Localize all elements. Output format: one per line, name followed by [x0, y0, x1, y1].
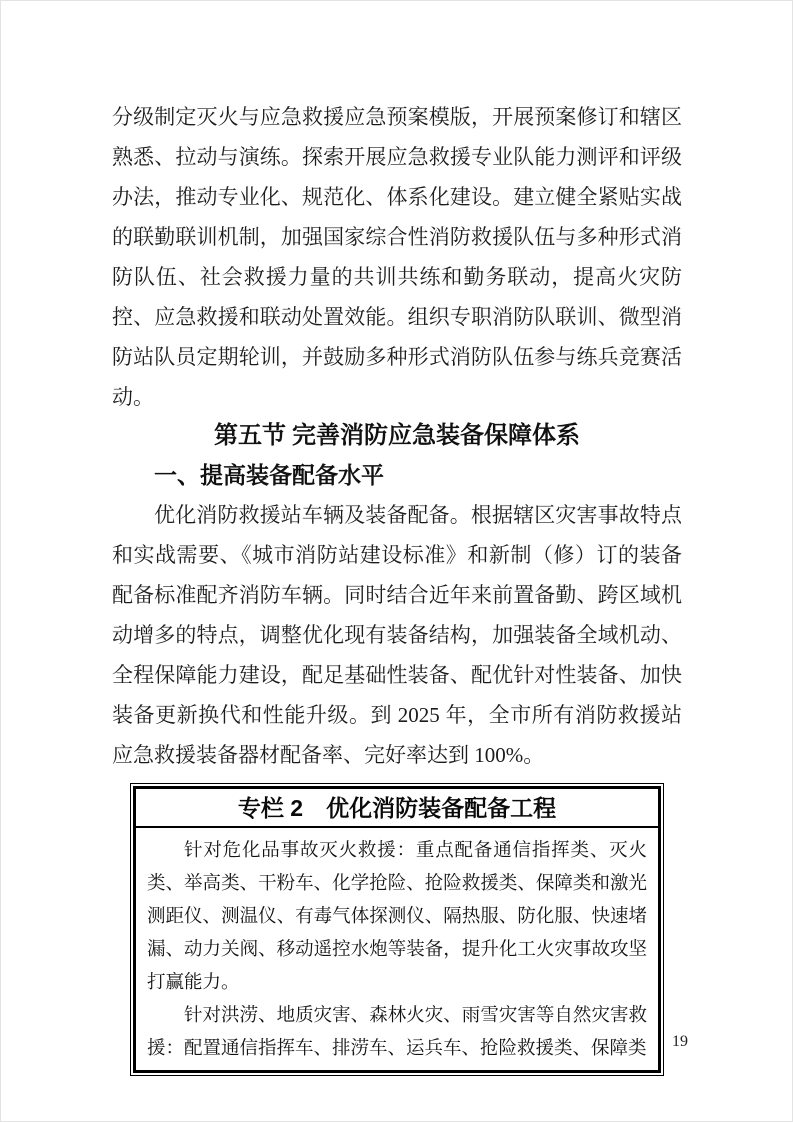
callout-box — [130, 783, 664, 1076]
body-paragraph-equipment: 优化消防救援站车辆及装备配备。根据辖区灾害事故特点和实战需要、《城市消防站建设标准》和新制（修）订的装备配备标准配齐消防车辆。同时结合近年来前置备勤、跨区域机动增多的特点，调整优化现有装备结构，加强装备全域机动、全程保障能力建设，配足基础性装备、配优针对性装备、加快装备更新换代和性能升级。到 2025 年，全市所有消防救援站应急救援装备器材配备率、完好率达到 100%。 — [112, 503, 682, 767]
callout-box-title: 专栏 2 优化消防装备配备工程 — [136, 789, 658, 828]
body-paragraph-continuation: 分级制定灭火与应急救援应急预案模版，开展预案修订和辖区熟悉、拉动与演练。探索开展应急救援专业队能力测评和评级办法，推动专业化、规范化、体系化建设。建立健全紧贴实战的联勤联训机制，加强国家综合性消防救援队伍与多种形式消防队伍、社会救援力量的共训共练和勤务联动，提高火灾防控、应急救援和联动处置效能。组织专职消防队联训、微型消防站队员定期轮训，并鼓励多种形式消防队伍参与练兵竞赛活动。 — [112, 105, 682, 409]
callout-box-inner-border — [133, 786, 661, 1073]
page-number: 19 — [672, 1033, 688, 1050]
section-heading: 第五节 完善消防应急装备保障体系 — [214, 423, 580, 449]
callout-box-body — [136, 828, 658, 1070]
subsection-heading: 一、提高装备配备水平 — [154, 462, 384, 488]
callout-paragraph-hazmat: 针对危化品事故灭火救援：重点配备通信指挥类、灭火类、举高类、干粉车、化学抢险、抢险救援类、保障类和激光测距仪、测温仪、有毒气体探测仪、隔热服、防化服、快速堵漏、动力关阀、移动遥控水炮等装备，提升化工火灾事故攻坚打赢能力。 — [147, 839, 647, 992]
callout-paragraph-natural-disaster: 针对洪涝、地质灾害、森林火灾、雨雪灾害等自然灾害救援：配置通信指挥车、排涝车、运兵车、抢险救援类、保障类 — [147, 1004, 647, 1058]
